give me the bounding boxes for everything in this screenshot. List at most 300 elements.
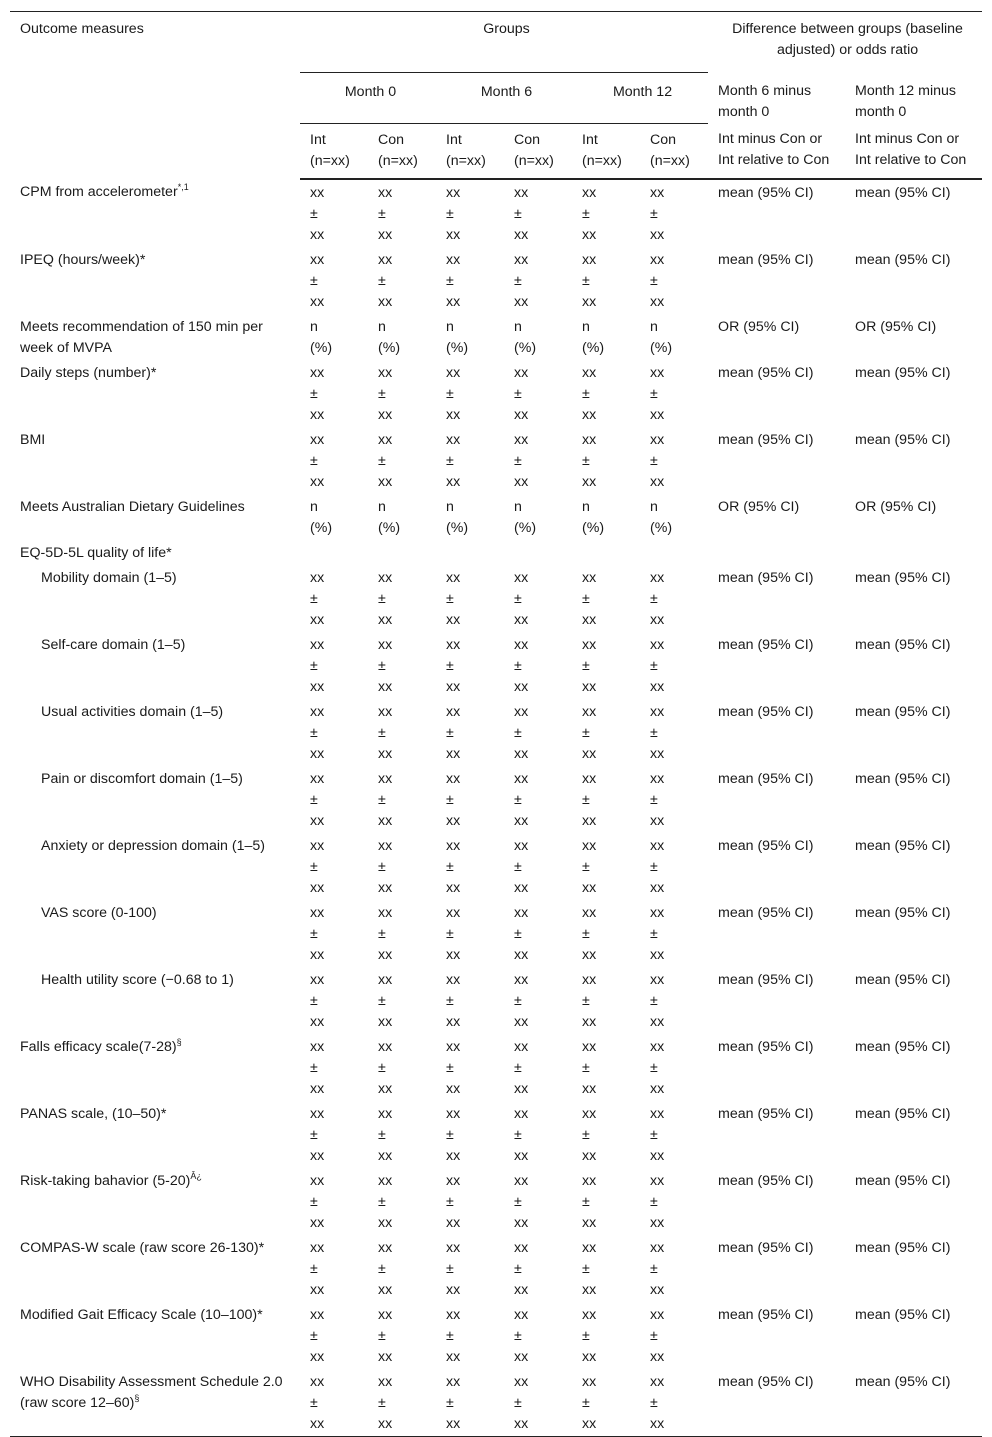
value-text: xx — [378, 703, 393, 720]
value-text: xx — [650, 1239, 665, 1256]
table-row — [10, 1369, 982, 1436]
group-value-cell — [368, 1369, 436, 1436]
value-text: xx — [446, 1038, 461, 1055]
value-text: xx — [650, 1306, 665, 1323]
value-text: xx — [650, 569, 665, 586]
empty-cell — [300, 540, 982, 565]
value-text: xx — [378, 226, 393, 243]
value-text: xx — [310, 1080, 325, 1097]
value-text: xx — [514, 251, 529, 268]
value-text: xx — [310, 473, 325, 490]
group-value-cell — [300, 1034, 368, 1101]
value-text: ± — [514, 992, 522, 1009]
value-text: xx — [582, 678, 597, 695]
group-value-cell — [640, 1235, 708, 1302]
value-text: xx — [650, 251, 665, 268]
value-text: ± — [378, 1193, 386, 1210]
value-text: xx — [446, 971, 461, 988]
value-text: xx — [446, 1373, 461, 1390]
group-value-cell — [368, 900, 436, 967]
row-label-text: Meets Australian Dietary Guidelines — [20, 498, 245, 515]
value-text: ± — [378, 925, 386, 942]
row-label — [10, 360, 300, 427]
group-value-cell — [300, 179, 368, 247]
group-value-cell — [640, 632, 708, 699]
table-row — [10, 1235, 982, 1302]
value-text: xx — [446, 293, 461, 310]
value-text: xx — [582, 703, 597, 720]
row-label-text: PANAS scale, (10–50)* — [20, 1105, 167, 1122]
row-label-text: EQ-5D-5L quality of life* — [20, 544, 172, 561]
value-text: xx — [650, 1214, 665, 1231]
value-text: n — [378, 318, 386, 335]
header-int: Int (n=xx) — [300, 123, 368, 179]
group-value-cell — [368, 967, 436, 1034]
value-text: xx — [446, 226, 461, 243]
header-int: Int (n=xx) — [436, 123, 504, 179]
group-value-cell — [504, 565, 572, 632]
value-text: xx — [650, 431, 665, 448]
table-row — [10, 1168, 982, 1235]
value-text: xx — [310, 1105, 325, 1122]
value-text: xx — [378, 184, 393, 201]
value-text: ± — [582, 992, 590, 1009]
group-value-cell — [572, 314, 640, 360]
value-text: ± — [378, 1394, 386, 1411]
row-label — [10, 1168, 300, 1235]
value-text: xx — [446, 1172, 461, 1189]
value-text: xx — [582, 184, 597, 201]
value-text: xx — [446, 770, 461, 787]
table-row — [10, 314, 982, 360]
value-text: xx — [378, 1080, 393, 1097]
value-text: ± — [582, 1126, 590, 1143]
value-text: xx — [582, 1306, 597, 1323]
table-row — [10, 540, 982, 565]
value-text: xx — [514, 1172, 529, 1189]
table-row — [10, 967, 982, 1034]
value-text: ± — [310, 1260, 318, 1277]
value-text: xx — [514, 745, 529, 762]
value-text: ± — [446, 1126, 454, 1143]
value-text: xx — [378, 1214, 393, 1231]
value-text: ± — [514, 205, 522, 222]
value-text: (%) — [514, 339, 537, 356]
group-value-cell — [436, 900, 504, 967]
group-value-cell — [572, 360, 640, 427]
value-text: xx — [650, 364, 665, 381]
value-text: xx — [514, 1080, 529, 1097]
value-text: ± — [378, 724, 386, 741]
value-text: xx — [310, 251, 325, 268]
value-text: ± — [446, 1394, 454, 1411]
group-value-cell — [504, 360, 572, 427]
header-diff-sub-12: Int minus Con or Int relative to Con — [845, 123, 982, 179]
value-text: ± — [446, 657, 454, 674]
group-value-cell — [300, 699, 368, 766]
diff-month12-cell: mean (95% CI) — [855, 1306, 951, 1323]
value-text: ± — [446, 272, 454, 289]
value-text: xx — [446, 1147, 461, 1164]
value-text: xx — [378, 406, 393, 423]
value-text: xx — [582, 406, 597, 423]
row-label — [10, 494, 300, 540]
value-text: ± — [650, 657, 658, 674]
value-text: xx — [378, 678, 393, 695]
value-text: ± — [310, 1059, 318, 1076]
value-text: ± — [310, 1193, 318, 1210]
row-label — [10, 1034, 300, 1101]
value-text: xx — [446, 1013, 461, 1030]
group-value-cell — [640, 314, 708, 360]
value-text: xx — [310, 1038, 325, 1055]
value-text: ± — [650, 925, 658, 942]
header-month-0: Month 0 — [300, 72, 436, 123]
value-text: xx — [378, 636, 393, 653]
value-text: ± — [650, 858, 658, 875]
value-text: xx — [310, 1214, 325, 1231]
diff-month6-cell: mean (95% CI) — [718, 431, 814, 448]
row-label-text: Anxiety or depression domain (1–5) — [41, 837, 265, 854]
value-text: ± — [650, 1059, 658, 1076]
diff-month12-cell: mean (95% CI) — [855, 364, 951, 381]
group-value-cell — [572, 1235, 640, 1302]
value-text: xx — [582, 1415, 597, 1432]
value-text: xx — [650, 904, 665, 921]
value-text: xx — [650, 1348, 665, 1365]
value-text: xx — [650, 1415, 665, 1432]
value-text: ± — [446, 1059, 454, 1076]
row-label-text: Self-care domain (1–5) — [41, 636, 186, 653]
value-text: xx — [514, 1013, 529, 1030]
header-diff-sub-6: Int minus Con or Int relative to Con — [708, 123, 845, 179]
table-row — [10, 565, 982, 632]
value-text: ± — [446, 724, 454, 741]
value-text: xx — [310, 812, 325, 829]
value-text: ± — [650, 272, 658, 289]
value-text: xx — [446, 569, 461, 586]
group-value-cell — [300, 632, 368, 699]
value-text: ± — [378, 657, 386, 674]
value-text: xx — [446, 1239, 461, 1256]
value-text: xx — [582, 1013, 597, 1030]
value-text: xx — [582, 770, 597, 787]
group-value-cell — [640, 565, 708, 632]
value-text: ± — [514, 858, 522, 875]
value-text: xx — [514, 879, 529, 896]
group-value-cell — [640, 766, 708, 833]
group-value-cell — [504, 1101, 572, 1168]
diff-month12-cell: mean (95% CI) — [855, 971, 951, 988]
diff-month6-cell: mean (95% CI) — [718, 184, 814, 201]
value-text: xx — [650, 473, 665, 490]
value-text: xx — [514, 1281, 529, 1298]
value-text: xx — [378, 971, 393, 988]
group-value-cell — [300, 1235, 368, 1302]
value-text: ± — [650, 1394, 658, 1411]
row-label — [10, 314, 300, 360]
value-text: xx — [310, 837, 325, 854]
value-text: xx — [582, 1373, 597, 1390]
row-label — [10, 967, 300, 1034]
group-value-cell — [640, 360, 708, 427]
row-label — [10, 540, 300, 565]
diff-month6-cell: OR (95% CI) — [718, 318, 800, 335]
value-text: ± — [514, 385, 522, 402]
value-text: xx — [650, 406, 665, 423]
value-text: xx — [514, 837, 529, 854]
value-text: xx — [582, 1348, 597, 1365]
table-row — [10, 766, 982, 833]
diff-month6-cell: mean (95% CI) — [718, 569, 814, 586]
row-footnote-mark: § — [176, 1036, 182, 1047]
group-value-cell — [504, 314, 572, 360]
value-text: xx — [310, 226, 325, 243]
value-text: xx — [650, 1172, 665, 1189]
value-text: xx — [378, 569, 393, 586]
group-value-cell — [368, 247, 436, 314]
value-text: xx — [446, 406, 461, 423]
diff-month6-cell: mean (95% CI) — [718, 1105, 814, 1122]
value-text: xx — [650, 1080, 665, 1097]
value-text: xx — [514, 812, 529, 829]
group-value-cell — [640, 1101, 708, 1168]
value-text: ± — [650, 992, 658, 1009]
table-row — [10, 1101, 982, 1168]
row-footnote-mark: Â¿ — [190, 1170, 202, 1181]
diff-month12-cell: mean (95% CI) — [855, 1038, 951, 1055]
value-text: (%) — [378, 519, 401, 536]
value-text: xx — [378, 1348, 393, 1365]
group-value-cell — [368, 1302, 436, 1369]
group-value-cell — [436, 247, 504, 314]
group-value-cell — [504, 427, 572, 494]
diff-month12-cell: mean (95% CI) — [855, 770, 951, 787]
group-value-cell — [300, 565, 368, 632]
row-label-text: Falls efficacy scale(7-28) — [20, 1038, 177, 1055]
row-label-text: Usual activities domain (1–5) — [41, 703, 224, 720]
group-value-cell — [368, 494, 436, 540]
group-value-cell — [640, 900, 708, 967]
value-text: (%) — [514, 519, 537, 536]
table-row — [10, 427, 982, 494]
value-text: xx — [514, 1038, 529, 1055]
value-text: n — [582, 318, 590, 335]
value-text: xx — [310, 1147, 325, 1164]
group-value-cell — [504, 494, 572, 540]
header-month-12: Month 12 — [572, 72, 708, 123]
group-value-cell — [572, 565, 640, 632]
row-label — [10, 632, 300, 699]
value-text: ± — [378, 992, 386, 1009]
group-value-cell — [572, 1369, 640, 1436]
value-text: xx — [582, 1214, 597, 1231]
header-con: Con (n=xx) — [640, 123, 708, 179]
group-value-cell — [368, 766, 436, 833]
value-text: xx — [582, 611, 597, 628]
value-text: xx — [650, 703, 665, 720]
value-text: xx — [446, 837, 461, 854]
value-text: ± — [582, 791, 590, 808]
row-footnote-mark: *,1 — [177, 181, 189, 192]
value-text: xx — [582, 431, 597, 448]
group-value-cell — [504, 632, 572, 699]
group-value-cell — [436, 1302, 504, 1369]
value-text: xx — [310, 1373, 325, 1390]
value-text: xx — [378, 251, 393, 268]
value-text: ± — [378, 1126, 386, 1143]
value-text: n — [378, 498, 386, 515]
value-text: xx — [310, 1306, 325, 1323]
diff-month6-cell: mean (95% CI) — [718, 1038, 814, 1055]
value-text: ± — [650, 385, 658, 402]
value-text: ± — [650, 1260, 658, 1277]
table-row — [10, 1034, 982, 1101]
value-text: xx — [514, 226, 529, 243]
value-text: xx — [650, 611, 665, 628]
value-text: xx — [310, 569, 325, 586]
value-text: ± — [650, 724, 658, 741]
group-value-cell — [572, 699, 640, 766]
value-text: ± — [310, 590, 318, 607]
group-value-cell — [436, 632, 504, 699]
value-text: n — [310, 498, 318, 515]
value-text: xx — [650, 293, 665, 310]
value-text: ± — [582, 1059, 590, 1076]
row-label-text: Risk-taking bahavior (5-20) — [20, 1172, 191, 1189]
group-value-cell — [504, 766, 572, 833]
group-value-cell — [572, 1302, 640, 1369]
value-text: xx — [310, 1239, 325, 1256]
value-text: xx — [446, 1306, 461, 1323]
value-text: xx — [378, 611, 393, 628]
group-value-cell — [640, 1034, 708, 1101]
group-value-cell — [300, 314, 368, 360]
group-value-cell — [368, 1101, 436, 1168]
group-value-cell — [300, 427, 368, 494]
value-text: (%) — [310, 339, 333, 356]
outcome-table — [10, 11, 982, 1437]
value-text: xx — [378, 904, 393, 921]
value-text: xx — [514, 569, 529, 586]
value-text: xx — [378, 473, 393, 490]
value-text: ± — [310, 724, 318, 741]
value-text: ± — [446, 992, 454, 1009]
value-text: xx — [650, 184, 665, 201]
diff-month12-cell: mean (95% CI) — [855, 837, 951, 854]
value-text: ± — [446, 925, 454, 942]
group-value-cell — [436, 427, 504, 494]
value-text: ± — [582, 385, 590, 402]
value-text: xx — [446, 636, 461, 653]
header-con: Con (n=xx) — [504, 123, 572, 179]
header-difference: Difference between groups (baseline adjusted) or odds ratio — [708, 12, 982, 73]
value-text: xx — [650, 226, 665, 243]
group-value-cell — [436, 179, 504, 247]
group-value-cell — [572, 1034, 640, 1101]
value-text: xx — [514, 946, 529, 963]
group-value-cell — [300, 833, 368, 900]
value-text: xx — [446, 1080, 461, 1097]
group-value-cell — [572, 1101, 640, 1168]
value-text: xx — [582, 745, 597, 762]
value-text: ± — [446, 385, 454, 402]
value-text: ± — [582, 724, 590, 741]
group-value-cell — [640, 833, 708, 900]
value-text: xx — [650, 1105, 665, 1122]
group-value-cell — [436, 967, 504, 1034]
value-text: ± — [446, 791, 454, 808]
value-text: ± — [514, 791, 522, 808]
value-text: ± — [378, 590, 386, 607]
diff-month12-cell: OR (95% CI) — [855, 318, 937, 335]
group-value-cell — [572, 179, 640, 247]
value-text: xx — [378, 431, 393, 448]
value-text: (%) — [378, 339, 401, 356]
row-label-text: Meets recommendation of 150 min per week of MVPA — [20, 318, 263, 356]
value-text: ± — [582, 1394, 590, 1411]
group-value-cell — [504, 1235, 572, 1302]
value-text: ± — [378, 205, 386, 222]
table-row — [10, 699, 982, 766]
value-text: xx — [446, 251, 461, 268]
header-int: Int (n=xx) — [572, 123, 640, 179]
value-text: ± — [582, 452, 590, 469]
value-text: xx — [650, 636, 665, 653]
value-text: xx — [446, 431, 461, 448]
value-text: xx — [378, 293, 393, 310]
group-value-cell — [436, 1235, 504, 1302]
diff-month6-cell: mean (95% CI) — [718, 971, 814, 988]
value-text: ± — [310, 657, 318, 674]
value-text: xx — [310, 184, 325, 201]
value-text: xx — [378, 812, 393, 829]
row-label — [10, 699, 300, 766]
value-text: ± — [514, 1260, 522, 1277]
value-text: xx — [446, 611, 461, 628]
group-value-cell — [300, 1369, 368, 1436]
value-text: xx — [446, 904, 461, 921]
diff-month12-cell: mean (95% CI) — [855, 703, 951, 720]
value-text: xx — [446, 745, 461, 762]
value-text: ± — [582, 590, 590, 607]
value-text: xx — [650, 971, 665, 988]
group-value-cell — [640, 494, 708, 540]
value-text: xx — [514, 473, 529, 490]
value-text: (%) — [446, 519, 469, 536]
diff-month12-cell: mean (95% CI) — [855, 636, 951, 653]
value-text: ± — [446, 1260, 454, 1277]
row-label — [10, 833, 300, 900]
value-text: xx — [514, 703, 529, 720]
value-text: xx — [378, 837, 393, 854]
group-value-cell — [300, 247, 368, 314]
value-text: xx — [582, 293, 597, 310]
value-text: xx — [650, 879, 665, 896]
value-text: ± — [514, 1126, 522, 1143]
value-text: xx — [378, 364, 393, 381]
diff-month12-cell: mean (95% CI) — [855, 251, 951, 268]
row-label — [10, 900, 300, 967]
diff-month6-cell: OR (95% CI) — [718, 498, 800, 515]
diff-month12-cell: mean (95% CI) — [855, 1373, 951, 1390]
value-text: xx — [310, 678, 325, 695]
group-value-cell — [504, 1034, 572, 1101]
diff-month6-cell: mean (95% CI) — [718, 636, 814, 653]
group-value-cell — [368, 833, 436, 900]
value-text: xx — [514, 1147, 529, 1164]
value-text: xx — [514, 636, 529, 653]
